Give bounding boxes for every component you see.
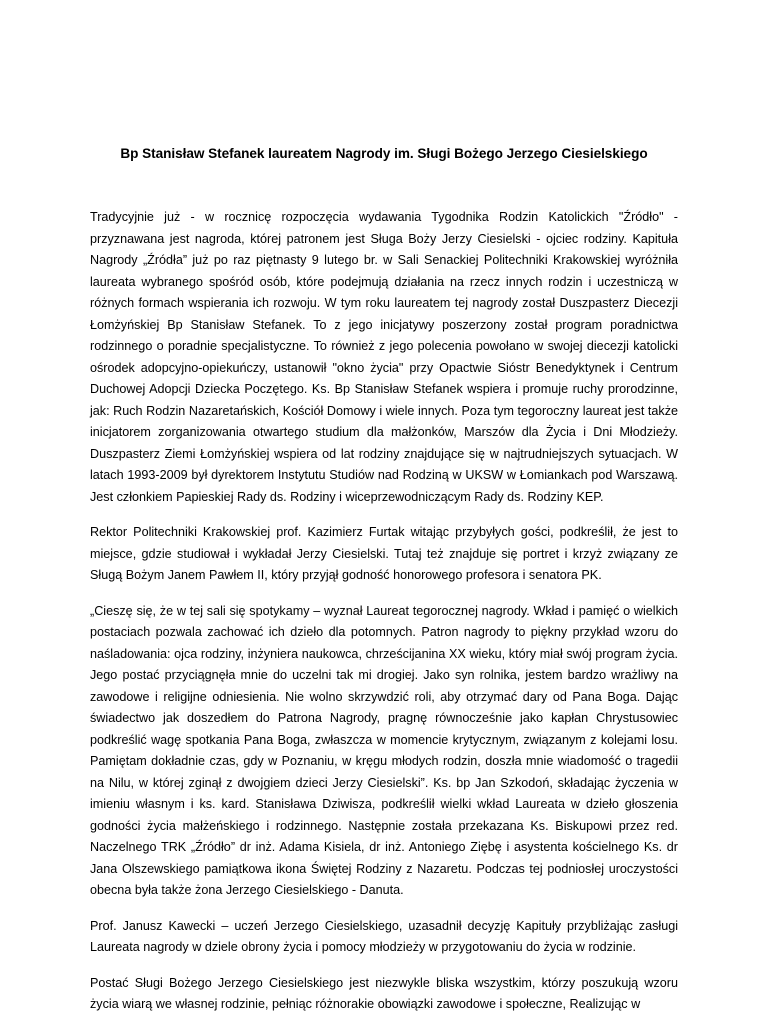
document-body [90,207,678,1030]
paragraph-intro-award: Tradycyjnie już - w rocznicę rozpoczęcia wydawania Tygodnika Rodzin Katolickich "Źródło" - przyznawana jest nagroda, której patronem jest Sługa Boży Jerzy Ciesielski - ojciec rodziny. Kapituła Nagrody „Źródła” już po raz piętnasty 9 lutego br. w Sali Senackiej Politechniki Krakowskiej wyróżniła laureata wybranego spośród osób, które podejmują działania na rzecz innych rodzin i uczestniczą w różnych formach wspierania ich rozwoju. W tym roku laureatem tej nagrody został Duszpasterz Diecezji Łomżyńskiej Bp Stanisław Stefanek. To z jego inicjatywy poszerzony został program poradnictwa rodzinnego o poradnie specjalistyczne. To również z jego polecenia powołano w swojej diecezji katolicki ośrodek adopcyjno-opiekuńczy, ustanowił "okno życia" przy Opactwie Sióstr Benedyktynek i Centrum Duchowej Adopcji Dziecka Poczętego. Ks. Bp Stanisław Stefanek wspiera i promuje ruchy prorodzinne, jak: Ruch Rodzin Nazaretańskich, Kościół Domowy i wiele innych. Poza tym tegoroczny laureat jest także inicjatorem zorganizowania otwartego studium dla małżonków, Marszów dla Życia i Dni Młodzieży. Duszpasterz Ziemi Łomżyńskiej wspiera od lat rodziny znajdujące się w najtrudniejszych sytuacjach. W latach 1993-2009 był dyrektorem Instytutu Studiów nad Rodziną w UKSW w Łomiankach pod Warszawą. Jest członkiem Papieskiej Rady ds. Rodziny i wiceprzewodniczącym Rady ds. Rodziny KEP. [90,210,678,504]
paragraph-laureate-speech: „Cieszę się, że w tej sali się spotykamy – wyznał Laureat tegorocznej nagrody. Wkład i pamięć o wielkich postaciach pozwala zachować ich dzieło dla potomnych. Patron nagrody to piękny przykład wzoru do naśladowania: ojca rodziny, inżyniera naukowca, chrześcijanina XX wieku, który miał swój program życia. Jego postać przyciągnęła mnie do uczelni tak mi drogiej. Jako syn rolnika, jestem bardzo wrażliwy na zawodowe i religijne odniesienia. Nie wolno skrzywdzić roli, aby otrzymać dary od Pana Boga. Dając świadectwo jak doszedłem do Patrona Nagrody, pragnę równocześnie jako kapłan Chrystusowiec podkreślić wagę spotkania Pana Boga, zwłaszcza w momencie krytycznym, związanym z kolejami losu. Pamiętam dokładnie czas, gdy w Poznaniu, w kręgu młodych rodzin, doszła mnie wiadomość o tragedii na Nilu, w której zginął z dwojgiem dzieci Jerzy Ciesielski”. Ks. bp Jan Szkodoń, składając życzenia w imieniu własnym i ks. kard. Stanisława Dziwisza, podkreślił wielki wkład Laureata w dzieło głoszenia godności życia małżeńskiego i rodzinnego. Następnie została przekazana Ks. Biskupowi przez red. Naczelnego TRK „Źródło” dr inż. Adama Kisiela, dr inż. Antoniego Ziębę i asystenta kościelnego Ks. dr Jana Olszewskiego pamiątkowa ikona Świętej Rodziny z Nazaretu. Podczas tej podniosłej uroczystości obecna była także żona Jerzego Ciesielskiego - Danuta. [90,603,678,897]
paragraph-ciesielski-figure: Postać Sługi Bożego Jerzego Ciesielskiego jest niezwykle bliska wszystkim, którzy poszukują wzoru życia wiarą we własnej rodzinie, pełniąc różnorakie obowiązki zawodowe i społeczne, Realizując w [90,975,678,1011]
paragraph-rector-welcome: Rektor Politechniki Krakowskiej prof. Kazimierz Furtak witając przybyłych gości, podkreślił, że jest to miejsce, gdzie studiował i wykładał Jerzy Ciesielski. Tutaj też znajduje się portret i krzyż związany ze Sługą Bożym Janem Pawłem II, który przyjął godność honorowego profesora i senatora PK. [90,525,678,582]
paragraph-kawecki-justification: Prof. Janusz Kawecki – uczeń Jerzego Ciesielskiego, uzasadnił decyzję Kapituły przybliżając zasługi Laureata nagrody w dziele obrony życia i pomocy młodzieży w przygotowaniu do życia w rodzinie. [90,918,678,954]
document-title: Bp Stanisław Stefanek laureatem Nagrody im. Sługi Bożego Jerzego Ciesielskiego [120,146,648,161]
